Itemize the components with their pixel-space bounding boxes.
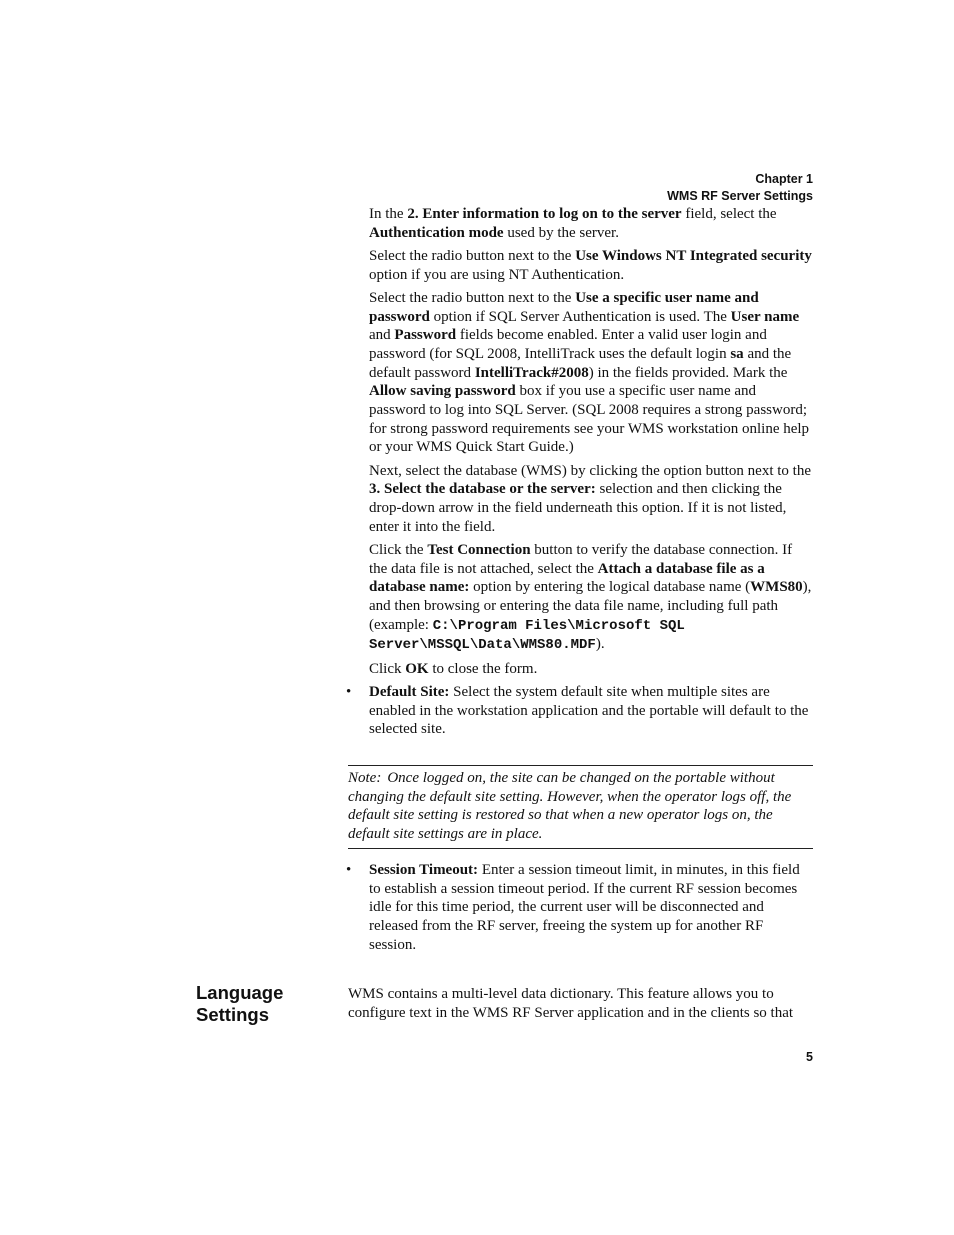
paragraph-test-connection: Click the Test Connection button to verify the database connection. If the data file is not attached, select the Attach a database file as a database name: option by entering the logical database name (WMS80), and then browsing or entering the data file name, including full path (example: C:\Program Files\Microsoft SQL Server\MSSQL\Data\WMS80.MDF). bbox=[369, 541, 812, 654]
paragraph-nt-auth: Select the radio button next to the Use Windows NT Integrated security option if you are using NT Authentication. bbox=[369, 247, 812, 283]
header-title: WMS RF Server Settings bbox=[667, 189, 813, 203]
bullet-marker: • bbox=[346, 862, 352, 878]
page-number: 5 bbox=[806, 1050, 813, 1064]
header-chapter: Chapter 1 bbox=[755, 172, 813, 186]
section-body-language-settings: WMS contains a multi-level data dictionary. This feature allows you to configure text in the WMS RF Server application and in the clients so that bbox=[348, 986, 794, 1021]
running-header bbox=[667, 171, 813, 205]
note-label: Note: bbox=[348, 770, 382, 786]
note-text: Once logged on, the site can be changed on the portable without changing the default site setting. However, when the operator logs off, the default site setting is restored so that when a new operator logs on, the default site settings are in place. bbox=[348, 770, 792, 843]
example-path: C:\Program Files\Microsoft SQL Server\MSSQL\Data\WMS80.MDF bbox=[369, 617, 685, 654]
paragraph-auth-mode: In the 2. Enter information to log on to the server field, select the Authentication mode used by the server. bbox=[369, 206, 777, 241]
paragraph-sql-auth: Select the radio button next to the Use a specific user name and password option if SQL Server Authentication is used. The User name and Password fields become enabled. Enter a valid user login and password (for SQL 2008, IntelliTrack uses the default login sa and the default password IntelliTrack#2008) in the fields provided. Mark the Allow saving password box if you use a specific user name and password to log into SQL Server. (SQL 2008 requires a strong password; for strong password requirements see your WMS workstation online help or your WMS Quick Start Guide.) bbox=[369, 289, 810, 456]
bullet-session-timeout: • Session Timeout: Enter a session timeout limit, in minutes, in this field to establish a session timeout period. If the current RF session becomes idle for this time period, the current user will be disconnected and released from the RF server, freeing the system up for another RF session. bbox=[346, 862, 800, 953]
bullet-default-site: • Default Site: Select the system default site when multiple sites are enabled in the workstation application and the portable will default to the selected site. bbox=[346, 683, 809, 738]
paragraph-select-database: Next, select the database (WMS) by clicking the option button next to the 3. Select the database or the server: selection and then clicking the drop-down arrow in the field underneath this option. If it is not listed, enter it into the field. bbox=[369, 462, 811, 535]
main-content bbox=[346, 205, 814, 743]
paragraph-click-ok: Click OK to close the form. bbox=[369, 660, 538, 677]
note-box bbox=[348, 765, 813, 849]
bullet-marker: • bbox=[346, 683, 352, 700]
section-heading-language-settings: Language Settings bbox=[196, 982, 284, 1025]
